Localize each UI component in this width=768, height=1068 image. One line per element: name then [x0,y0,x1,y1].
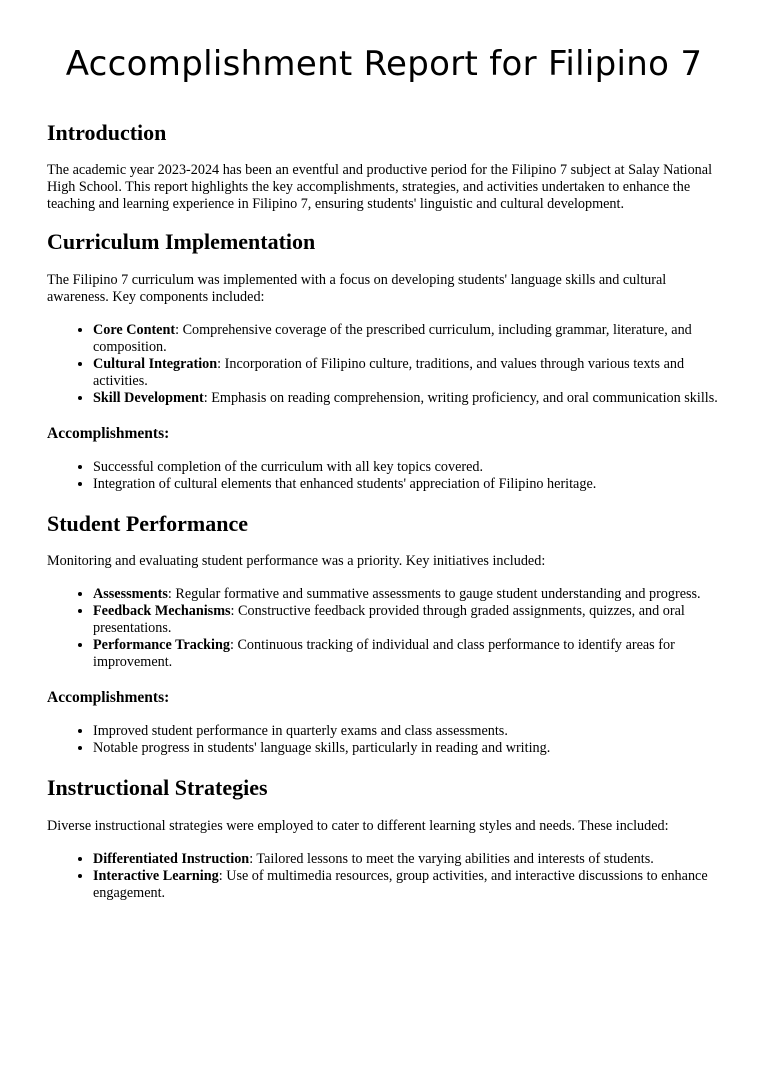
list-item-term: Assessments [93,586,168,603]
list-item-term: Performance Tracking [93,637,230,654]
list-item-desc: : Continuous tracking of individual and class performance to identify areas for improvement. [93,637,675,671]
curriculum-accomplishments-list [47,459,721,493]
performance-accomplishments-heading: Accomplishments: [47,689,170,707]
list-item-term: Interactive Learning [93,867,219,884]
list-item [93,637,721,671]
list-item-desc: : Use of multimedia resources, group activities, and interactive discussions to enhance engagement. [93,867,708,901]
list-item [93,390,721,407]
performance-heading: Student Performance [47,510,249,536]
list-item-term: Cultural Integration [93,355,218,372]
performance-accomplishments-list [47,723,721,757]
curriculum-accomplishments-heading: Accomplishments: [47,424,170,442]
document-page [0,44,768,902]
strategies-heading: Instructional Strategies [47,775,268,801]
list-item-desc: : Incorporation of Filipino culture, traditions, and values through various texts and activities. [93,355,685,389]
strategies-text: Diverse instructional strategies were employed to cater to different learning styles and needs. These included: [47,817,669,834]
list-item: • Notable progress in students' language skills, particularly in reading and writing. [93,740,721,757]
curriculum-text: The Filipino 7 curriculum was implemented with a focus on developing students' language skills and cultural awareness. Key components included: [47,271,667,305]
list-item [93,322,721,356]
list-item-desc: : Regular formative and summative assessments to gauge student understanding and progress. [167,586,701,603]
list-item [93,586,721,603]
performance-initiatives-list [47,586,721,671]
list-item-term: Differentiated Instruction [93,850,250,867]
document-title: Accomplishment Report for Filipino 7 [65,44,703,84]
strategies-section [47,775,721,901]
list-item [93,603,721,637]
list-item [93,851,721,868]
list-item: • Integration of cultural elements that enhanced students' appreciation of Filipino heritage. [93,476,721,493]
list-item-desc: : Emphasis on reading comprehension, writing proficiency, and oral communication skills. [203,389,718,406]
list-item: • Improved student performance in quarterly exams and class assessments. [93,723,721,740]
curriculum-section [47,229,721,492]
list-item-term: Skill Development [93,389,204,406]
list-item-term: Feedback Mechanisms [93,603,231,620]
strategies-list [47,851,721,902]
introduction-section [47,120,721,213]
list-item-desc: : Constructive feedback provided through graded assignments, quizzes, and oral presentations. [93,603,685,637]
list-item-desc: : Tailored lessons to meet the varying abilities and interests of students. [249,850,654,867]
curriculum-heading: Curriculum Implementation [47,229,316,255]
introduction-text: The academic year 2023-2024 has been an eventful and productive period for the Filipino 7 subject at Salay National High School. This report highlights the key accomplishments, strategies, and activities undertaken to enhance the teaching and learning experience in Filipino 7, ensuring students' linguistic and cultural development. [47,162,713,213]
introduction-heading: Introduction [47,120,167,145]
list-item-desc: : Comprehensive coverage of the prescribed curriculum, including grammar, literature, and composition. [93,321,692,355]
performance-section [47,511,721,757]
list-item: • Successful completion of the curriculum with all key topics covered. [93,459,721,476]
list-item-term: Core Content [93,321,176,338]
curriculum-components-list [47,322,721,407]
list-item [93,356,721,390]
performance-text: Monitoring and evaluating student performance was a priority. Key initiatives included: [47,553,546,570]
list-item [93,868,721,902]
